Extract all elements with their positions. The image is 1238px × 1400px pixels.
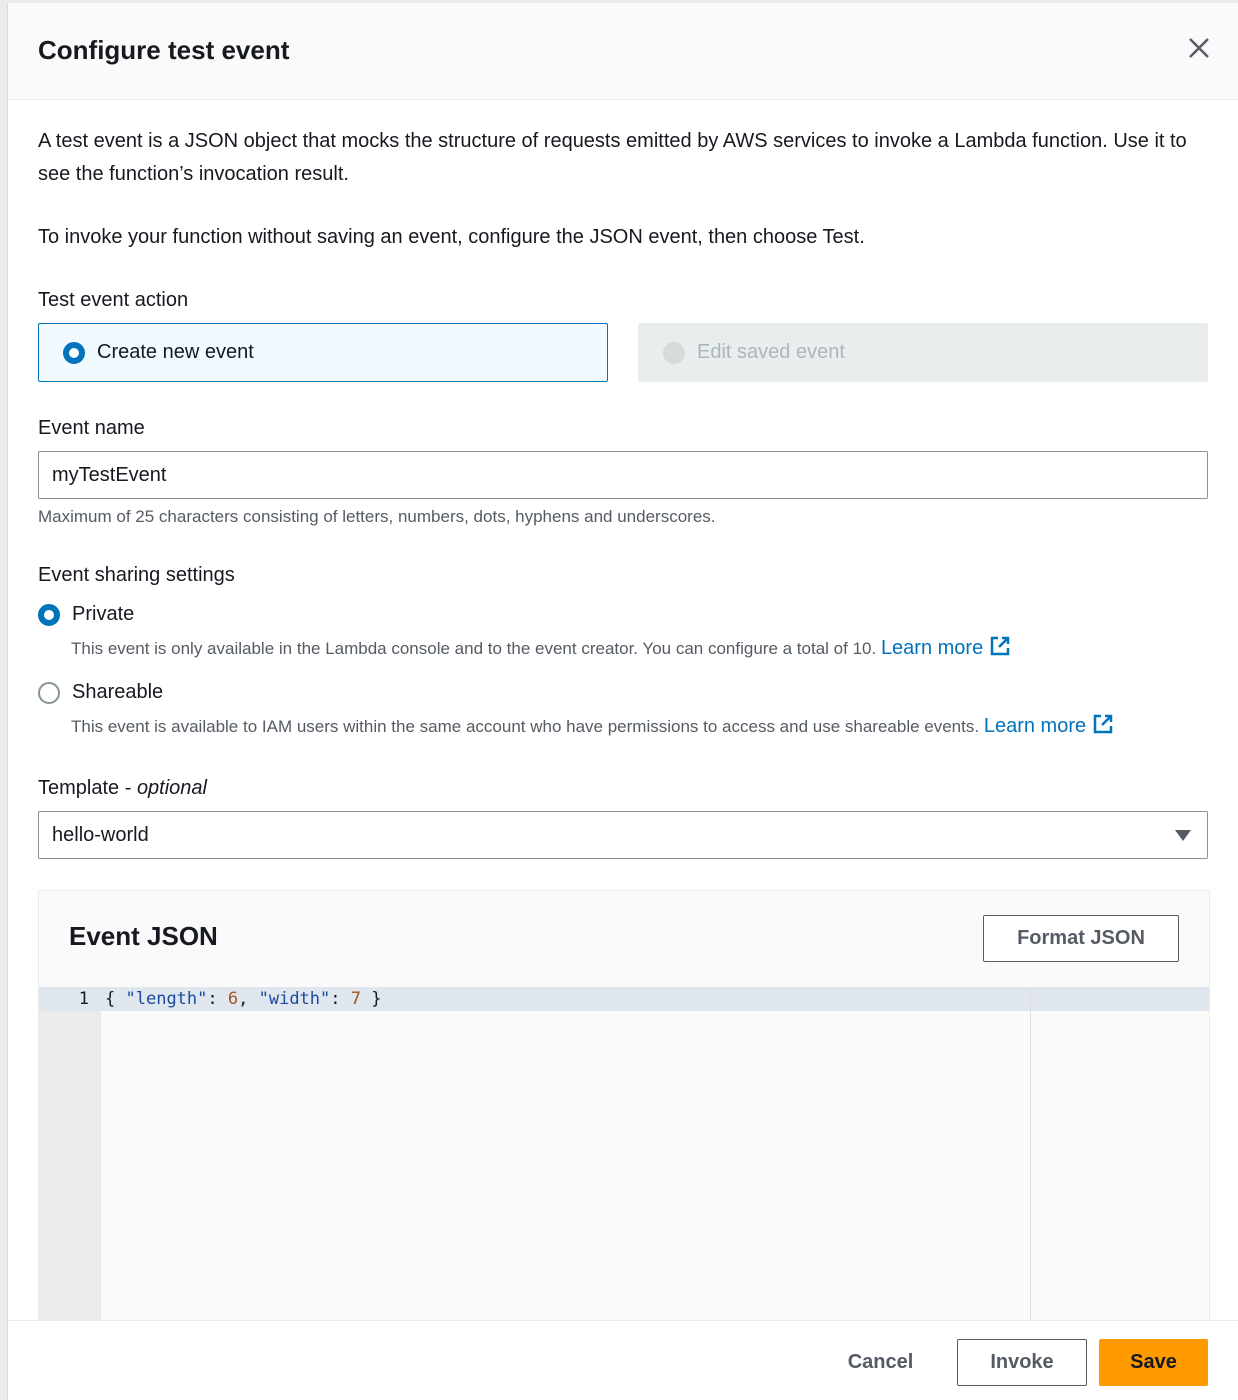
radio-checked-icon: [38, 604, 60, 626]
private-desc: [71, 635, 1011, 660]
create-new-event-option[interactable]: [38, 323, 608, 382]
radio-disabled-icon: [663, 342, 685, 364]
json-value: 6: [227, 989, 239, 1009]
event-json-editor: [38, 890, 1210, 1330]
save-button[interactable]: Save: [1099, 1339, 1208, 1386]
line-gutter: [39, 987, 101, 1329]
json-value: 7: [350, 989, 361, 1009]
configure-test-event-modal: [7, 3, 1238, 1400]
modal-footer: [8, 1320, 1238, 1400]
modal-header: [8, 3, 1238, 100]
intro-text-2: To invoke your function without saving an event, configure the JSON event, then choose Test.: [38, 226, 865, 248]
brace: }: [371, 989, 382, 1009]
event-name-hint: Maximum of 25 characters consisting of letters, numbers, dots, hyphens and underscores.: [38, 507, 716, 526]
brace: {: [105, 989, 116, 1009]
intro-text: A test event is a JSON object that mocks the structure of requests emitted by AWS services to invoke a Lambda function. Use it to see the function’s invocation result.: [38, 130, 1187, 185]
radio-checked-icon: [63, 342, 85, 364]
template-value: hello-world: [52, 823, 149, 846]
learn-more-label: Learn more: [880, 637, 984, 659]
private-desc-text: This event is only available in the Lambda console and to the event creator. You can configure a total of 10.: [71, 639, 877, 658]
template-select[interactable]: [38, 811, 1208, 859]
invoke-button[interactable]: Invoke: [957, 1339, 1087, 1386]
shareable-desc-text: This event is available to IAM users within the same account who have permissions to access and use shareable events.: [71, 717, 980, 736]
learn-more-link[interactable]: [881, 637, 1011, 659]
caret-down-icon: [1175, 830, 1191, 842]
sharing-label: Event sharing settings: [38, 564, 235, 586]
radio-unchecked-icon: [38, 682, 60, 704]
print-margin: [1030, 987, 1031, 1329]
learn-more-link[interactable]: [984, 715, 1114, 737]
event-json-title: Event JSON: [69, 921, 218, 951]
test-event-action-label: Test event action: [38, 289, 189, 311]
cancel-button[interactable]: Cancel: [847, 1351, 914, 1373]
learn-more-label: Learn more: [983, 715, 1087, 737]
json-key: "length": [125, 989, 208, 1009]
private-label: Private: [72, 603, 135, 625]
shareable-label: Shareable: [72, 681, 164, 703]
template-label-text: Template -: [38, 777, 132, 799]
json-key: "width": [258, 989, 331, 1009]
private-radio[interactable]: [38, 603, 134, 626]
shareable-radio[interactable]: [38, 681, 163, 704]
optional-label: optional: [136, 777, 207, 799]
code-editor[interactable]: { "length": 6, "width": 7 }: [105, 989, 382, 1009]
edit-saved-event-option: [638, 323, 1208, 382]
close-icon[interactable]: [1184, 33, 1214, 63]
external-link-icon: [989, 635, 1011, 657]
template-label: [38, 777, 207, 800]
edit-saved-event-label: Edit saved event: [697, 341, 845, 363]
format-json-button[interactable]: Format JSON: [983, 915, 1179, 962]
modal-title: Configure test event: [38, 35, 290, 65]
event-name-input[interactable]: myTestEvent: [38, 451, 1208, 499]
external-link-icon: [1092, 713, 1114, 735]
event-name-label: Event name: [38, 417, 145, 439]
line-number: 1: [78, 989, 89, 1009]
shareable-desc: [71, 713, 1114, 738]
create-new-event-label: Create new event: [97, 341, 254, 363]
